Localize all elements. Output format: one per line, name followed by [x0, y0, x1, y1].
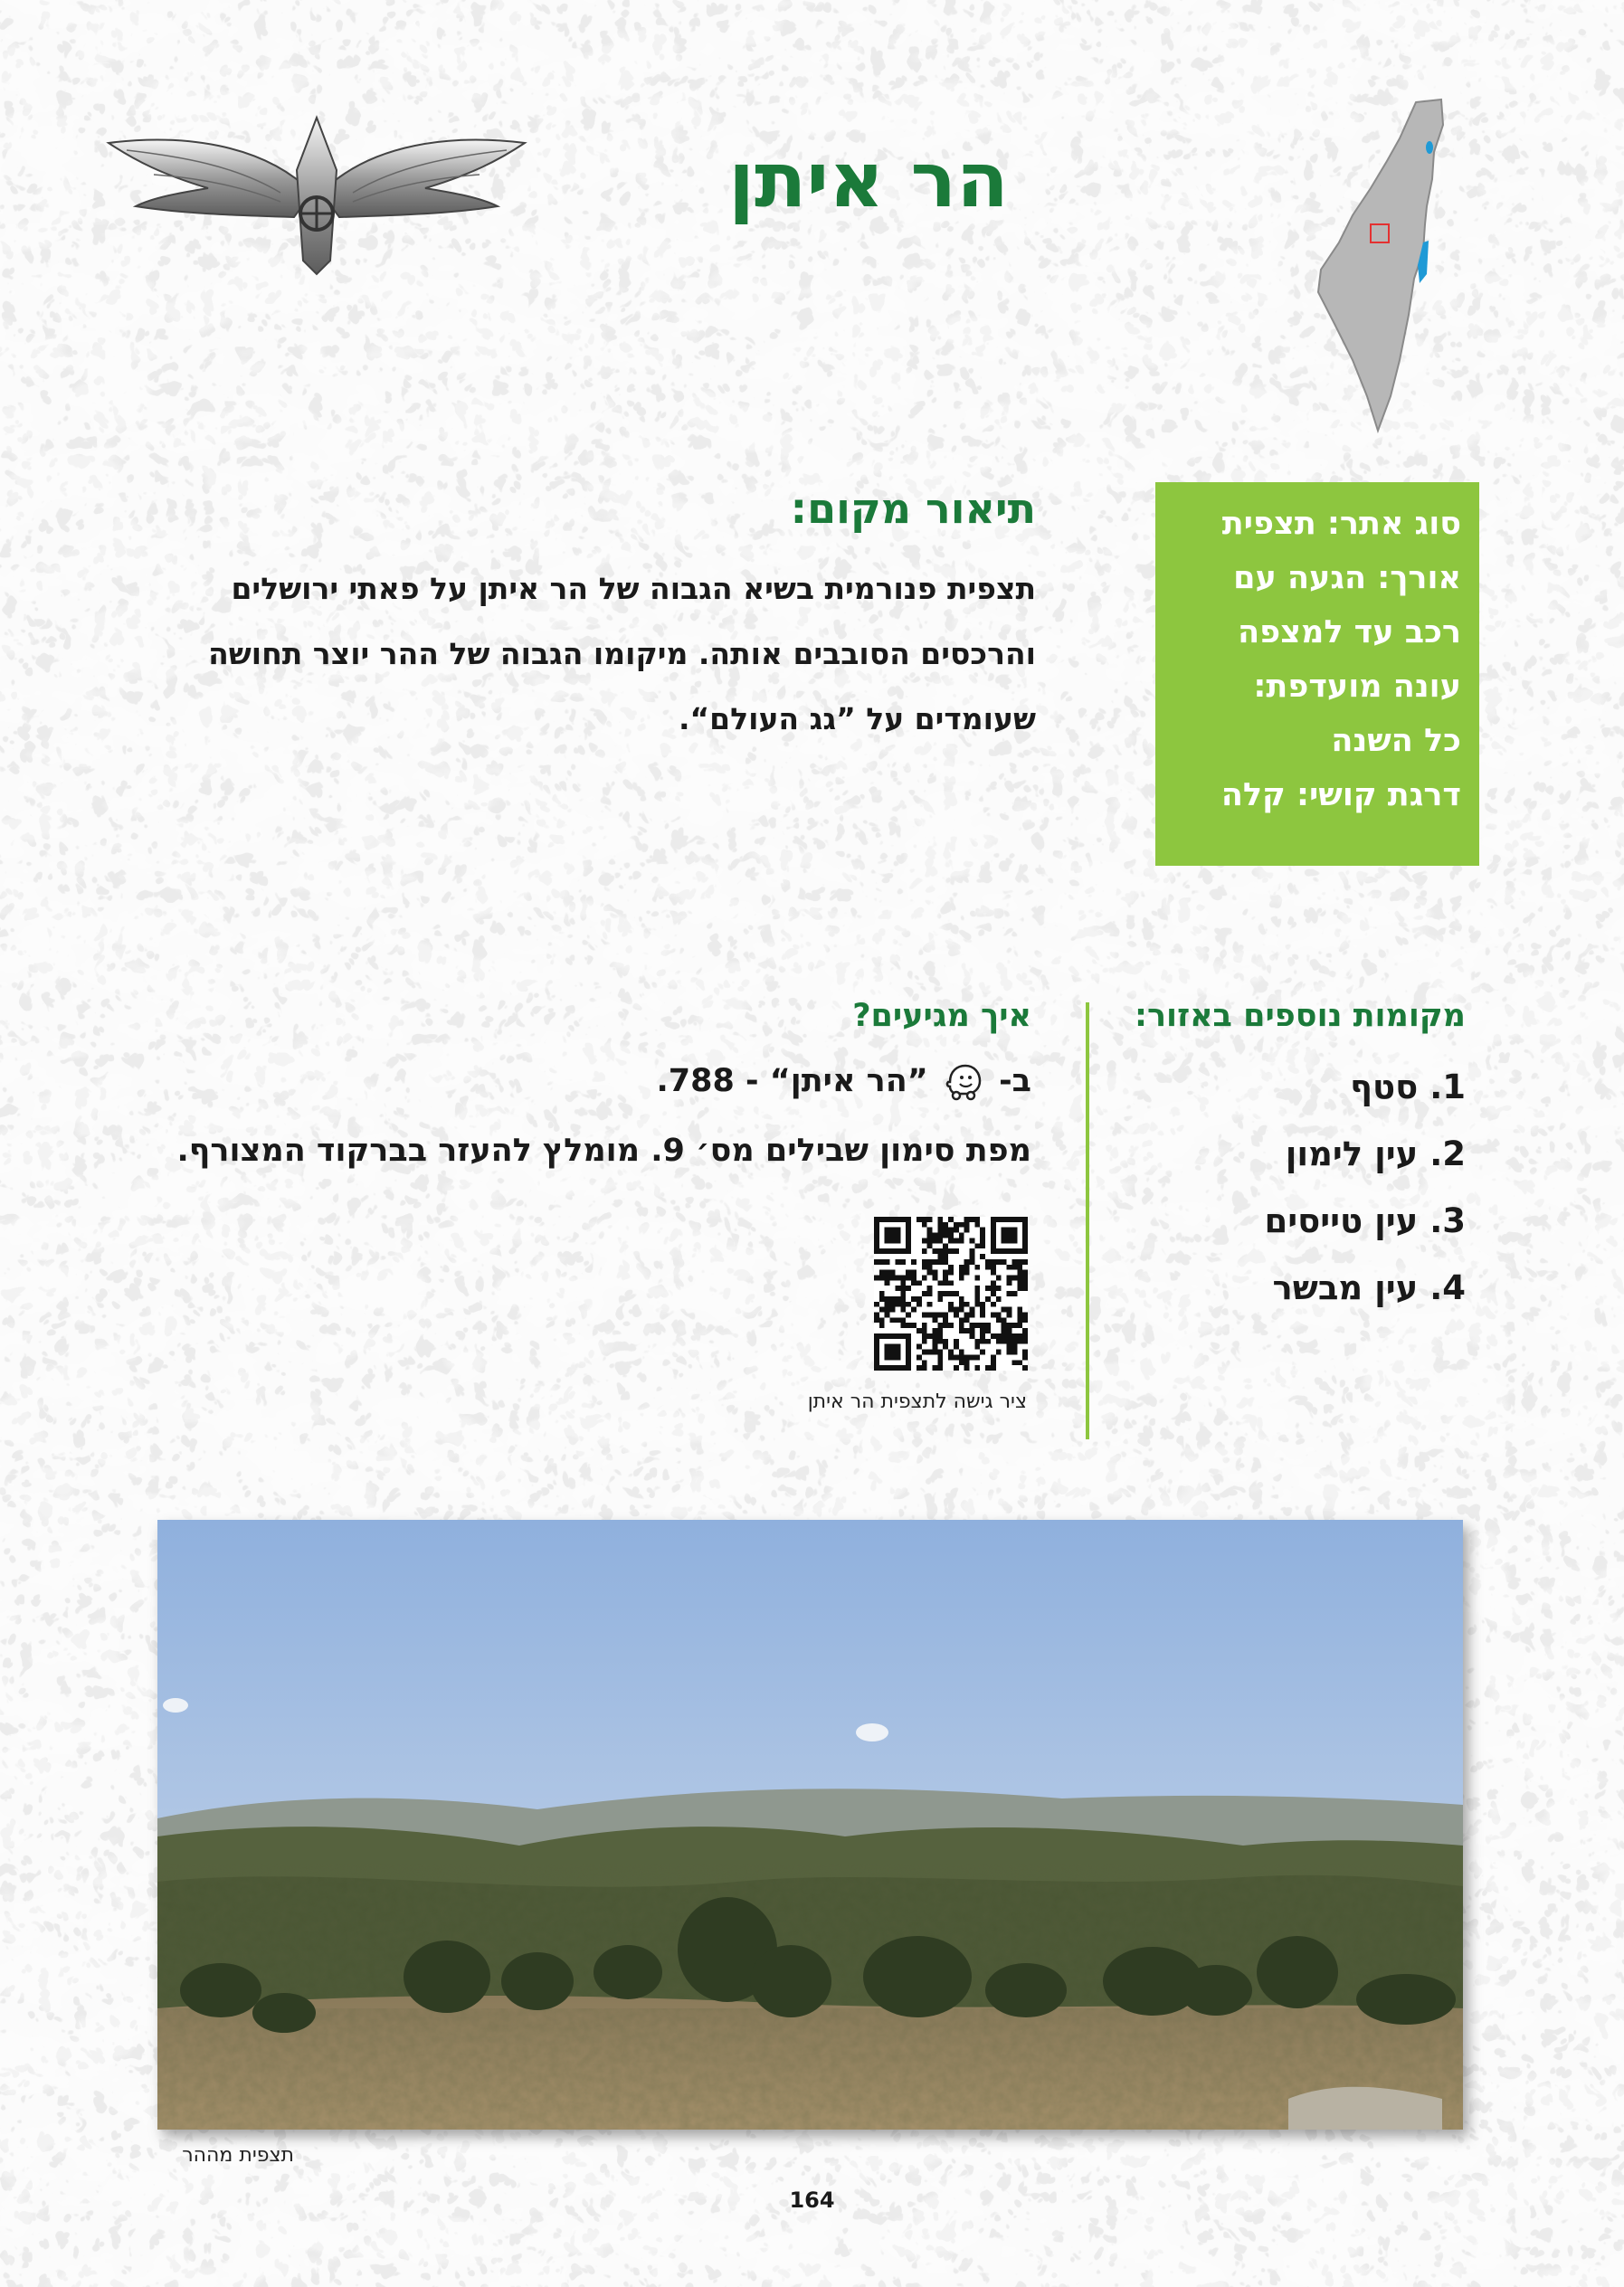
info-length-cont: רכב עד למצפה — [1238, 614, 1461, 650]
waze-prefix: ב- — [999, 1063, 1031, 1099]
nearby-places-list — [1077, 1063, 1466, 1331]
wings-badge — [100, 107, 534, 279]
site-info-box — [1155, 482, 1479, 866]
column-divider — [1086, 1002, 1089, 1439]
landscape-photo — [157, 1520, 1463, 2130]
description-line: והרכסים הסובבים אותה. מיקומו הגבוה של ההר יוצר תחושה — [208, 636, 1036, 671]
list-item: 4. עין מבשר — [1272, 1268, 1466, 1307]
description-line: תצפית פנורמית בשיא הגבוה של הר איתן על פאתי ירושלים — [231, 571, 1036, 606]
waze-directions — [308, 1060, 1031, 1102]
info-season: עונה מועדפת: — [1253, 669, 1461, 705]
qr-caption: ציר גישה לתצפית הר איתן — [807, 1390, 1027, 1413]
directions-heading: איך מגיעים? — [852, 998, 1031, 1034]
description-heading: תיאור מקום: — [790, 484, 1036, 533]
nearby-places-heading: מקומות נוספים באזור: — [1134, 998, 1466, 1034]
waze-icon — [943, 1060, 984, 1102]
description-line: שעומדים על ”גג העולם“. — [678, 701, 1036, 736]
page-title: הר איתן — [728, 136, 1009, 224]
info-site-type: סוג אתר: תצפית — [1221, 506, 1461, 542]
trail-map-text: מפת סימון שבילים מס׳ 9. מומלץ להעזר בברקוד המצורף. — [176, 1133, 1031, 1169]
israel-map — [1307, 98, 1452, 434]
photo-caption: תצפית מההר — [182, 2144, 294, 2167]
list-item: 1. סטף — [1350, 1068, 1466, 1106]
waze-destination: ”הר איתן“ - 788. — [656, 1063, 928, 1099]
info-season-value: כל השנה — [1331, 723, 1461, 759]
page-number: 164 — [789, 2187, 835, 2213]
list-item: 2. עין לימון — [1285, 1134, 1466, 1173]
list-item: 3. עין טייסים — [1264, 1201, 1466, 1240]
qr-code[interactable] — [874, 1217, 1028, 1371]
info-length: אורך: הגעה עם — [1233, 560, 1461, 596]
description-text — [204, 556, 1036, 752]
info-difficulty: דרגת קושי: קלה — [1220, 777, 1461, 813]
